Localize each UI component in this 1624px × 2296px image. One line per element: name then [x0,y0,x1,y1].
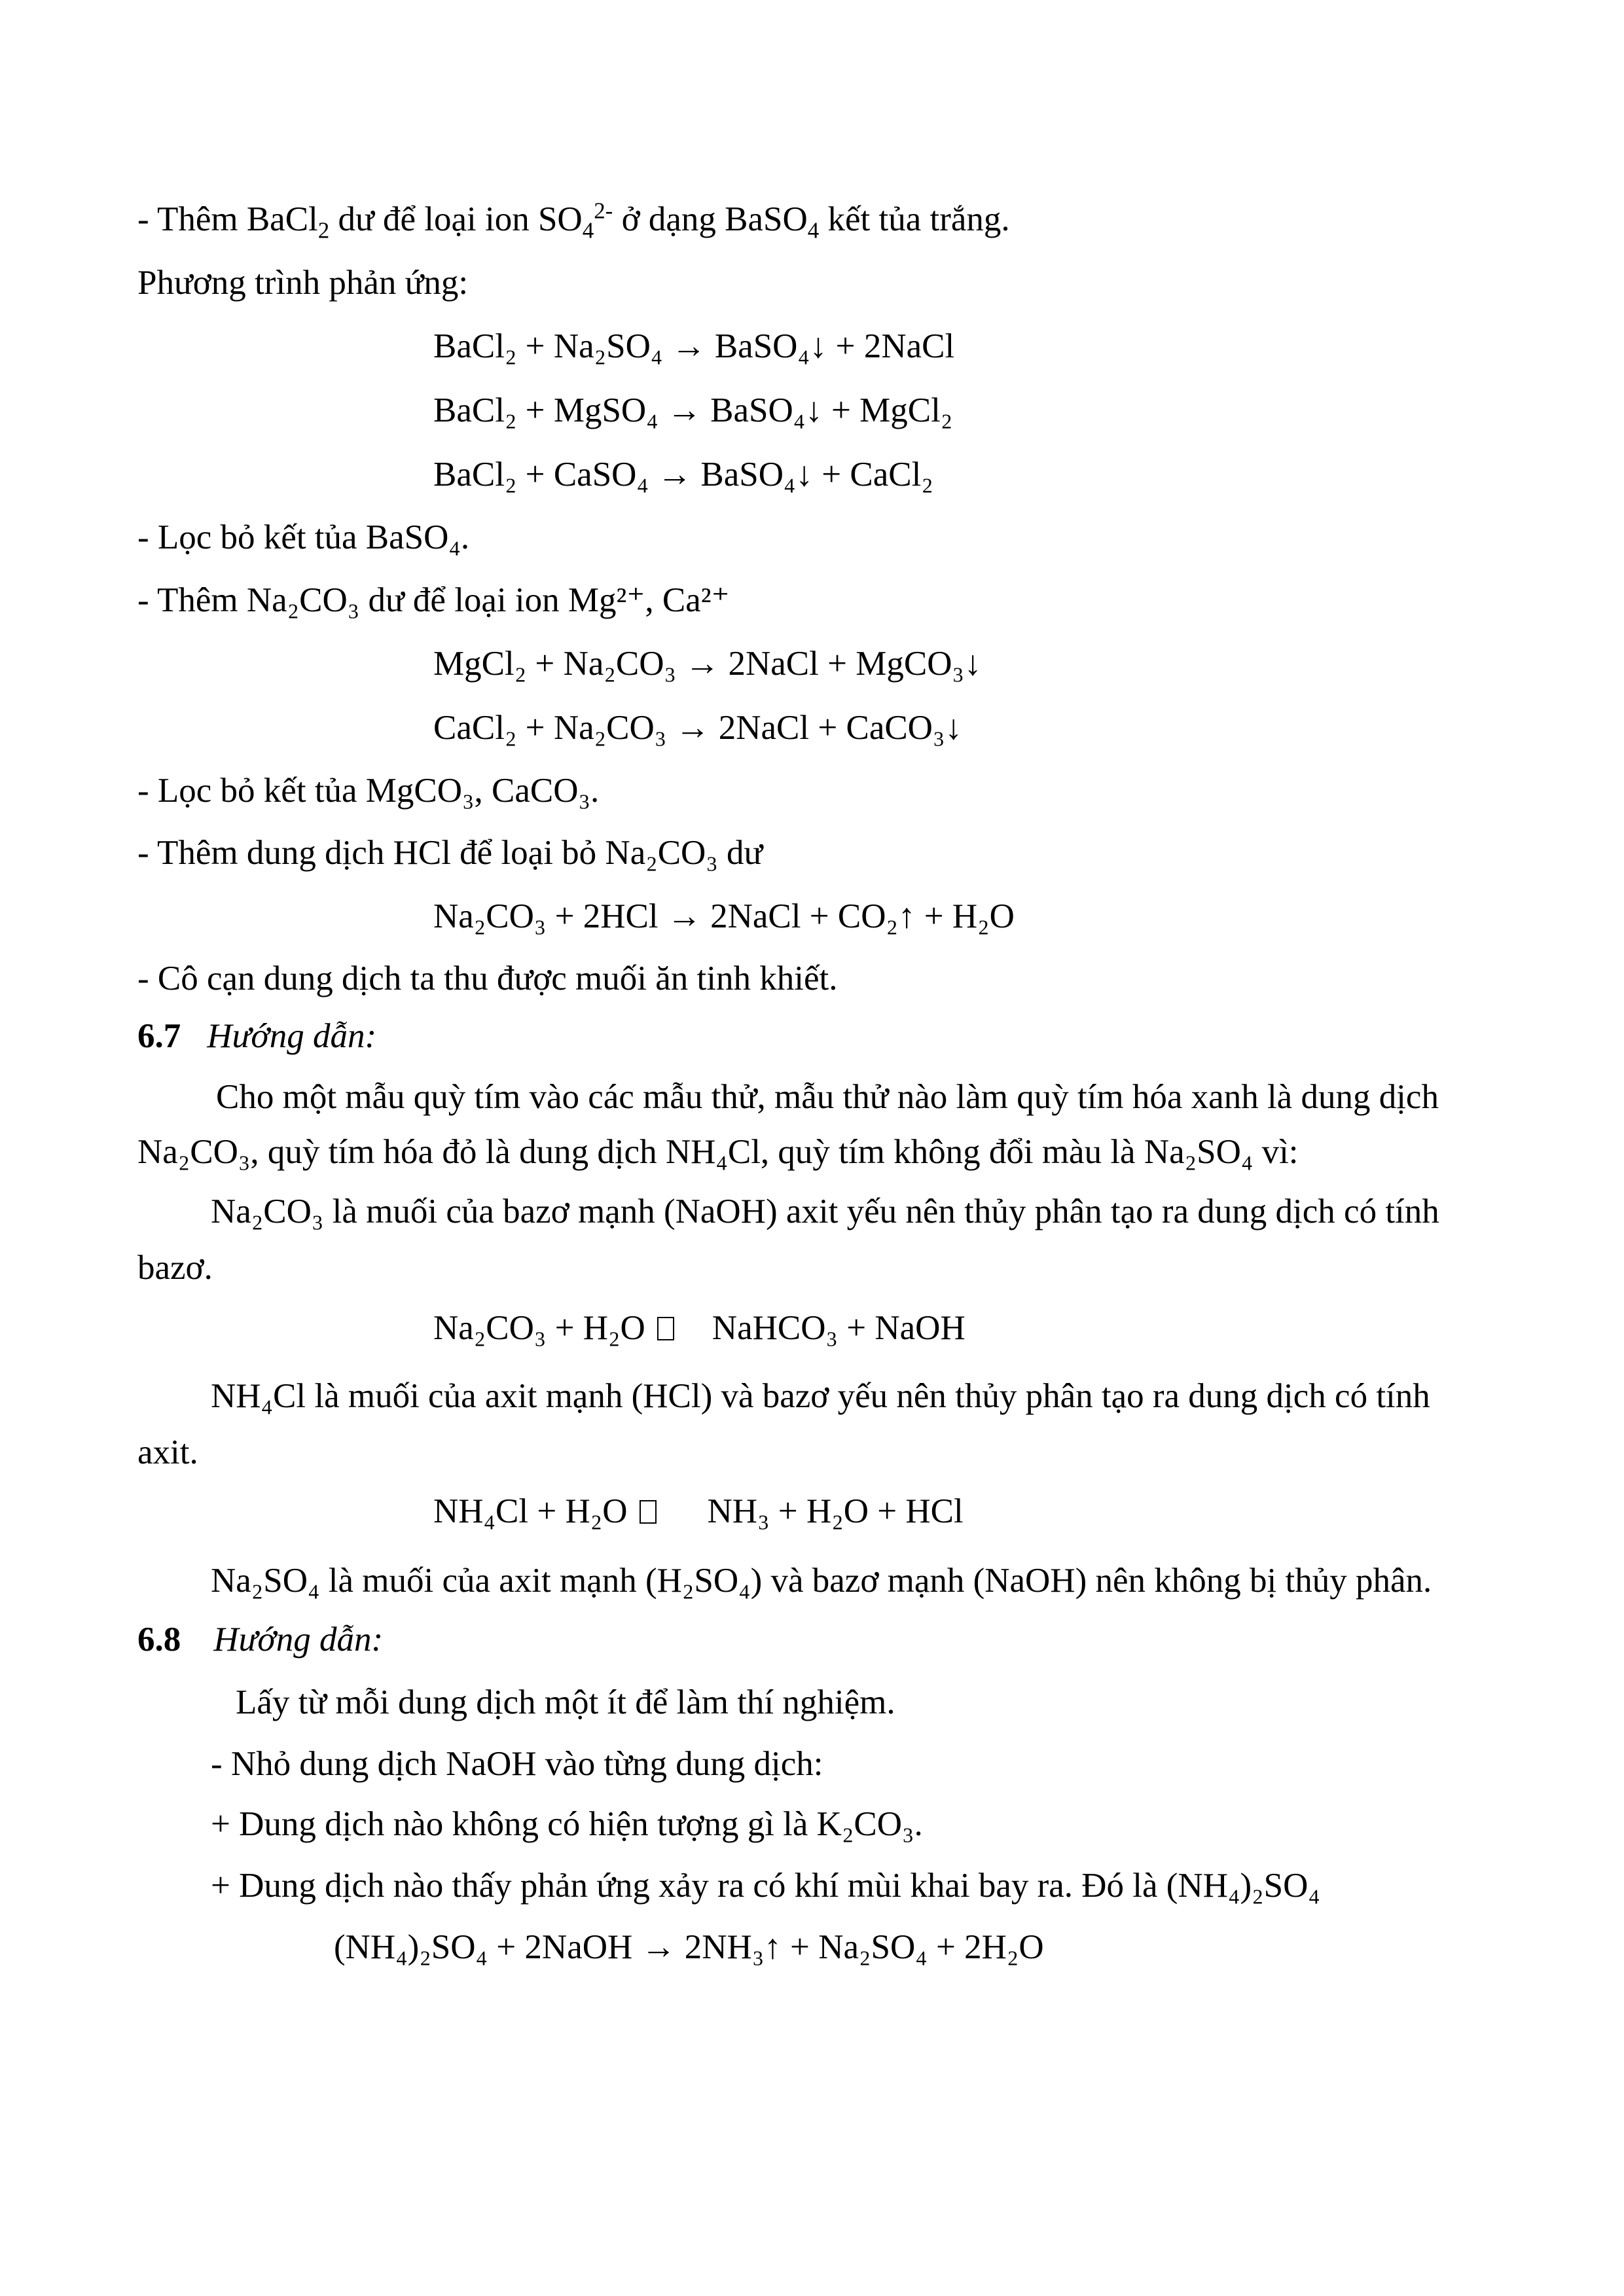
section-6-7-heading [137,1013,376,1059]
section-6-8-heading [137,1617,383,1662]
section-title: Hướng dẫn: [207,1017,377,1055]
equation-right: NH₃ + H₂O + HCl [707,1492,964,1530]
equilibrium-arrow-icon [640,1500,657,1524]
paragraph-line: Na₂CO₃, quỳ tím hóa đỏ là dung dịch NH₄Cl, quỳ tím không đổi màu là Na₂SO₄ vì: [137,1133,1299,1171]
section-number: 6.8 [137,1621,181,1659]
paragraph-line: + Dung dịch nào thấy phản ứng xảy ra có khí mùi khai bay ra. Đó là (NH₄)₂SO₄ [211,1867,1320,1905]
equation-1: BaCl₂ + Na₂SO₄ → BaSO₄↓ + 2NaCl [433,327,955,365]
section-number: 6.7 [137,1017,181,1055]
subscript: 4 [582,217,594,243]
equation-5: CaCl₂ + Na₂CO₃ → 2NaCl + CaCO₃↓ [433,709,962,747]
equation-3: BaCl₂ + CaSO₄ → BaSO₄↓ + CaCl₂ [433,456,933,493]
na2co3-step: - Thêm Na₂CO₃ dư để loại ion Mg²⁺, Ca²⁺ [137,581,730,619]
text: dư để loại ion SO [329,200,583,238]
filter-baso4-step: - Lọc bỏ kết tủa BaSO₄. [137,518,470,556]
equation-intro: Phương trình phản ứng: [137,264,469,302]
bacl2-step-line [137,196,1010,242]
paragraph-line: bazơ. [137,1249,213,1287]
equation-9: (NH₄)₂SO₄ + 2NaOH → 2NH₃↑ + Na₂SO₄ + 2H₂O [334,1928,1044,1966]
equation-2: BaCl₂ + MgSO₄ → BaSO₄↓ + MgCl₂ [433,391,953,429]
equation-8 [433,1488,964,1534]
text: kết tủa trắng. [819,200,1010,238]
text: - Thêm BaCl [137,200,318,238]
equilibrium-arrow-icon [657,1317,674,1340]
paragraph-line: Cho một mẫu quỳ tím vào các mẫu thử, mẫu thử nào làm quỳ tím hóa xanh là dung dịch [216,1078,1439,1116]
subscript: 2 [317,217,330,243]
superscript: 2- [594,198,613,224]
paragraph-line: + Dung dịch nào không có hiện tượng gì là K₂CO₃. [211,1805,923,1843]
hcl-step: - Thêm dung dịch HCl để loại bỏ Na₂CO₃ dư [137,834,763,872]
filter-carbonates-step: - Lọc bỏ kết tủa MgCO₃, CaCO₃. [137,772,600,810]
paragraph-line: Na₂SO₄ là muối của axit mạnh (H₂SO₄) và bazơ mạnh (NaOH) nên không bị thủy phân. [211,1562,1432,1600]
paragraph-line: NH₄Cl là muối của axit mạnh (HCl) và bazơ yếu nên thủy phân tạo ra dung dịch có tính [211,1377,1430,1415]
equation-6: Na₂CO₃ + 2HCl → 2NaCl + CO₂↑ + H₂O [433,897,1015,935]
evaporate-step: - Cô cạn dung dịch ta thu được muối ăn tinh khiết. [137,960,838,997]
section-title: Hướng dẫn: [213,1621,384,1659]
paragraph-line: - Nhỏ dung dịch NaOH vào từng dung dịch: [211,1745,823,1783]
paragraph-line: axit. [137,1433,198,1471]
equation-4: MgCl₂ + Na₂CO₃ → 2NaCl + MgCO₃↓ [433,645,982,683]
equation-left: Na₂CO₃ + H₂O [433,1309,645,1347]
equation-right: NaHCO₃ + NaOH [712,1309,965,1347]
subscript: 4 [807,217,820,243]
paragraph-line: Na₂CO₃ là muối của bazơ mạnh (NaOH) axit yếu nên thủy phân tạo ra dung dịch có tính [211,1193,1439,1230]
paragraph-line: Lấy từ mỗi dung dịch một ít để làm thí nghiệm. [236,1683,895,1721]
equation-left: NH₄Cl + H₂O [433,1492,628,1530]
text: ở dạng BaSO [613,200,808,238]
equation-7 [433,1305,965,1351]
